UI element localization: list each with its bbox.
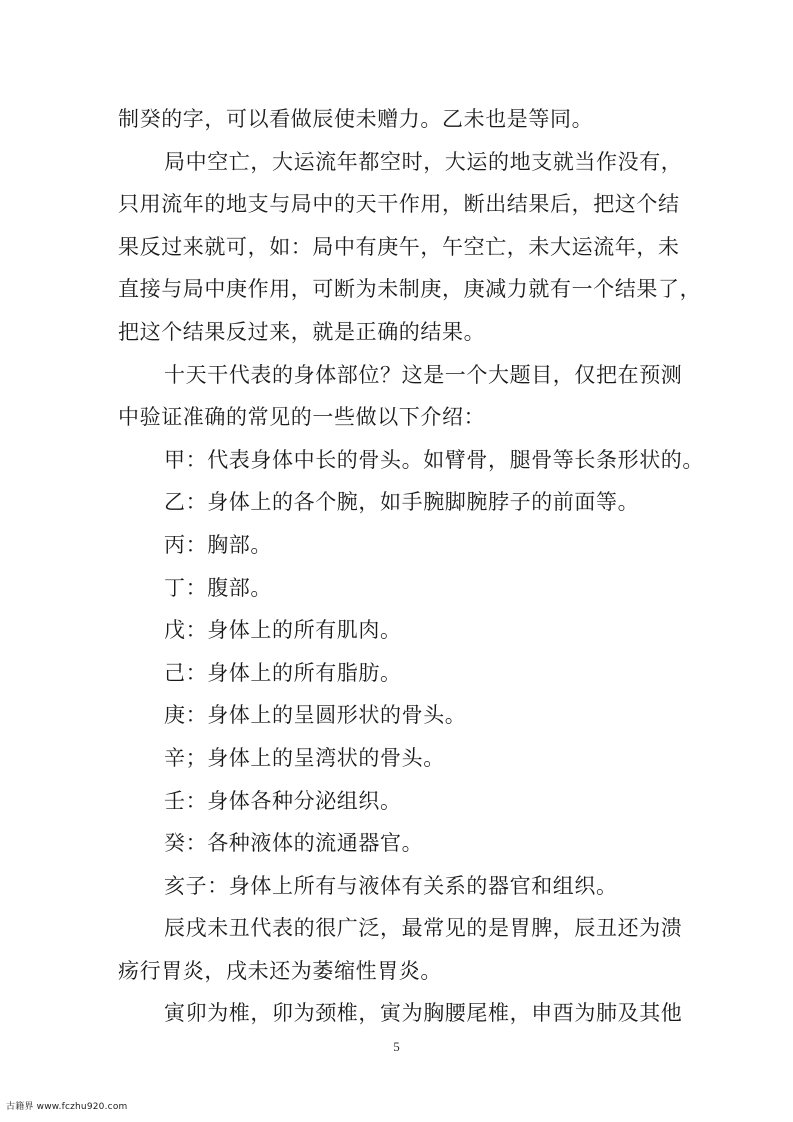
text-line-13: 戊：身体上的所有肌肉。: [164, 618, 402, 643]
text-line-3: 只用流年的地支与局中的天干作用，断出结果后，把这个结: [118, 192, 680, 217]
text-line-2: 局中空亡，大运流年都空时，大运的地支就当作没有，: [164, 149, 683, 174]
site-watermark[interactable]: 古籍界 www.fczhu920.com: [6, 1102, 128, 1112]
text-line-10: 乙：身体上的各个腕，如手腕脚腕脖子的前面等。: [164, 490, 640, 515]
text-line-18: 癸：各种液体的流通器官。: [164, 831, 424, 856]
text-line-20: 辰戌未丑代表的很广泛，最常见的是胃脾，辰丑还为溃: [164, 916, 683, 941]
text-line-15: 庚：身体上的呈圆形状的骨头。: [164, 703, 467, 728]
text-line-4: 果反过来就可，如：局中有庚午，午空亡，未大运流年，未: [118, 234, 680, 259]
text-line-14: 己：身体上的所有脂肪。: [164, 660, 402, 685]
text-line-9: 甲：代表身体中长的骨头。如臂骨，腿骨等长条形状的。: [164, 447, 704, 472]
text-line-8: 中验证准确的常见的一些做以下介绍：: [118, 405, 486, 430]
text-line-17: 壬：身体各种分泌组织。: [164, 788, 402, 813]
text-line-5: 直接与局中庚作用，可断为未制庚，庚减力就有一个结果了，: [118, 277, 702, 302]
text-line-1: 制癸的字，可以看做辰使未赠力。乙未也是等同。: [118, 107, 594, 131]
text-line-21: 疡行胃炎，戌未还为萎缩性胃炎。: [118, 958, 442, 983]
text-line-12: 丁：腹部。: [164, 575, 272, 600]
text-line-11: 丙：胸部。: [164, 532, 272, 557]
text-line-19: 亥子：身体上所有与液体有关系的器官和组织。: [164, 873, 618, 898]
text-line-16: 辛；身体上的呈湾状的骨头。: [164, 745, 445, 770]
text-line-22: 寅卯为椎，卯为颈椎，寅为胸腰尾椎，申酉为肺及其他: [164, 1001, 683, 1026]
body-text: [118, 98, 704, 1035]
text-line-7: 十天干代表的身体部位？这是一个大题目，仅把在预测: [164, 362, 683, 387]
page-number: 5: [393, 1039, 400, 1054]
text-line-6: 把这个结果反过来，就是正确的结果。: [118, 319, 486, 344]
